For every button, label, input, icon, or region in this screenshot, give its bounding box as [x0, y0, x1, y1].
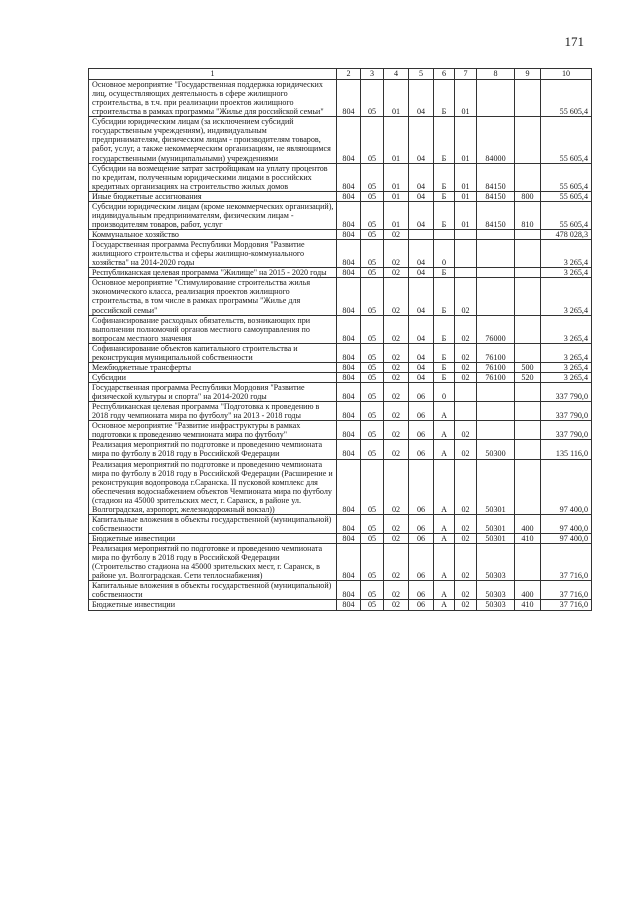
row-amount: 337 790,0: [541, 383, 592, 402]
table-row: [89, 315, 592, 343]
code-subsection: 02: [384, 372, 409, 382]
row-amount: 55 605,4: [541, 191, 592, 201]
code-event: [455, 383, 477, 402]
code-direction: 84150: [477, 163, 515, 191]
code-event: 02: [455, 581, 477, 600]
code-program: 06: [409, 421, 434, 440]
code-admin: 804: [337, 240, 361, 268]
code-expense-type: [515, 343, 541, 362]
code-subprogram: Б: [434, 362, 455, 372]
table-row: [89, 402, 592, 421]
row-description: Субсидии: [89, 372, 337, 382]
code-expense-type: [515, 459, 541, 514]
code-subsection: 02: [384, 230, 409, 240]
code-subsection: 02: [384, 600, 409, 610]
code-direction: 50303: [477, 581, 515, 600]
code-program: 04: [409, 268, 434, 278]
code-event: 01: [455, 80, 477, 117]
row-description: Субсидии юридическим лицам (кроме некоммерческих организаций), индивидуальным предпринимателям, физическим лицам - производителям товаров, работ, услуг: [89, 201, 337, 229]
code-program: 04: [409, 163, 434, 191]
code-admin: 804: [337, 581, 361, 600]
row-description: Основное мероприятие "Государственная поддержка юридических лиц, осуществляющих деятельность в сфере жилищного строительства, в т.ч. при реализации проектов жилищного строительства в рамках программы "Жилье для российской семьи": [89, 80, 337, 117]
code-event: [455, 268, 477, 278]
code-subsection: 02: [384, 240, 409, 268]
code-subprogram: Б: [434, 343, 455, 362]
table-row: [89, 581, 592, 600]
row-description: Реализация мероприятий по подготовке и проведению чемпионата мира по футболу в 2018 году в Российской Федерации: [89, 440, 337, 459]
code-direction: [477, 383, 515, 402]
code-expense-type: [515, 80, 541, 117]
table-row: [89, 201, 592, 229]
code-event: 02: [455, 372, 477, 382]
row-amount: 37 716,0: [541, 581, 592, 600]
code-program: 04: [409, 117, 434, 163]
row-amount: 3 265,4: [541, 268, 592, 278]
code-subsection: 02: [384, 383, 409, 402]
code-event: 02: [455, 514, 477, 533]
row-amount: 55 605,4: [541, 201, 592, 229]
code-program: 06: [409, 534, 434, 544]
page-number: 171: [564, 34, 584, 49]
code-subprogram: А: [434, 459, 455, 514]
code-expense-type: 520: [515, 372, 541, 382]
code-subprogram: Б: [434, 315, 455, 343]
row-description: Реализация мероприятий по подготовке и проведению чемпионата мира по футболу в 2018 году в Российской Федерации (Строительство стадиона на 45000 зрительских мест, г. Саранск, в районе ул. Волгоградская. Сети теплоснабжения): [89, 544, 337, 581]
code-expense-type: [515, 315, 541, 343]
code-expense-type: [515, 230, 541, 240]
row-description: Реализация мероприятий по подготовке и проведению чемпионата мира по футболу в 2018 году в Российской Федерации (Расширение и реконструкция водопровода г.Саранска. II пусковой комплекс для обеспечения водоснабжением объектов Чемпионата мира по футболу (стадион на 45000 зрительских мест, г. Саранск, в районе ул. Волгоградская, аэропорт, железнодорожный вокзал)): [89, 459, 337, 514]
row-amount: 3 265,4: [541, 372, 592, 382]
table-header-row: [89, 69, 592, 80]
code-event: [455, 402, 477, 421]
code-section: 05: [361, 514, 384, 533]
code-program: [409, 230, 434, 240]
row-amount: 3 265,4: [541, 240, 592, 268]
code-admin: 804: [337, 402, 361, 421]
row-description: Основное мероприятие "Стимулирование строительства жилья экономического класса, реализация проектов жилищного строительства, в том числе в рамках программы "Жилье для российской семьи": [89, 278, 337, 315]
code-event: 02: [455, 315, 477, 343]
code-expense-type: 410: [515, 534, 541, 544]
row-amount: 97 400,0: [541, 534, 592, 544]
code-event: 02: [455, 278, 477, 315]
code-subprogram: [434, 230, 455, 240]
code-expense-type: [515, 440, 541, 459]
row-amount: 478 028,3: [541, 230, 592, 240]
row-amount: 55 605,4: [541, 163, 592, 191]
row-description: Государственная программа Республики Мордовия "Развитие жилищного строительства и сферы жилищно-коммунального хозяйства" на 2014-2020 годы: [89, 240, 337, 268]
code-event: 02: [455, 544, 477, 581]
code-admin: 804: [337, 459, 361, 514]
code-section: 05: [361, 240, 384, 268]
code-admin: 804: [337, 230, 361, 240]
code-event: 01: [455, 163, 477, 191]
code-section: 05: [361, 315, 384, 343]
code-program: 06: [409, 402, 434, 421]
row-amount: 97 400,0: [541, 459, 592, 514]
row-description: Капитальные вложения в объекты государственной (муниципальной) собственности: [89, 514, 337, 533]
code-admin: 804: [337, 372, 361, 382]
code-subprogram: Б: [434, 201, 455, 229]
code-subprogram: А: [434, 402, 455, 421]
code-admin: 804: [337, 80, 361, 117]
table-row: [89, 383, 592, 402]
code-program: 06: [409, 600, 434, 610]
code-program: 06: [409, 440, 434, 459]
code-admin: 804: [337, 383, 361, 402]
code-subprogram: Б: [434, 80, 455, 117]
code-section: 05: [361, 278, 384, 315]
code-section: 05: [361, 372, 384, 382]
table-body: [89, 69, 592, 611]
code-program: 04: [409, 278, 434, 315]
code-direction: 50303: [477, 600, 515, 610]
table-row: [89, 240, 592, 268]
code-program: 04: [409, 240, 434, 268]
code-subsection: 02: [384, 315, 409, 343]
code-section: 05: [361, 440, 384, 459]
code-subsection: 02: [384, 534, 409, 544]
code-program: 04: [409, 343, 434, 362]
code-subprogram: А: [434, 514, 455, 533]
row-amount: 135 116,0: [541, 440, 592, 459]
row-description: Субсидии юридическим лицам (за исключением субсидий государственным учреждениям), индивидуальным предпринимателям, физическим лицам - производителям товаров, работ, услуг, а также некоммерческим организациям, не являющимся государственными (муниципальными) учреждениями: [89, 117, 337, 163]
code-subprogram: 0: [434, 383, 455, 402]
code-subsection: 02: [384, 440, 409, 459]
row-description: Софинансирование объектов капитального строительства и реконструкция муниципальной собственности: [89, 343, 337, 362]
row-description: Основное мероприятие "Развитие инфраструктуры в рамках подготовки к проведению чемпионата мира по футболу": [89, 421, 337, 440]
code-subprogram: А: [434, 581, 455, 600]
code-event: 02: [455, 459, 477, 514]
code-subsection: 02: [384, 268, 409, 278]
row-amount: 3 265,4: [541, 343, 592, 362]
code-program: 06: [409, 383, 434, 402]
code-subsection: 02: [384, 581, 409, 600]
code-program: 06: [409, 459, 434, 514]
code-section: 05: [361, 163, 384, 191]
code-direction: [477, 278, 515, 315]
code-direction: 76100: [477, 362, 515, 372]
code-expense-type: [515, 383, 541, 402]
code-direction: [477, 402, 515, 421]
code-admin: 804: [337, 268, 361, 278]
code-direction: [477, 240, 515, 268]
code-subprogram: А: [434, 440, 455, 459]
row-description: Государственная программа Республики Мордовия "Развитие физической культуры и спорта" на 2014-2020 годы: [89, 383, 337, 402]
header-cell: 2: [337, 69, 361, 80]
code-admin: 804: [337, 600, 361, 610]
row-amount: 3 265,4: [541, 278, 592, 315]
row-description: Субсидии на возмещение затрат застройщикам на уплату процентов по кредитам, полученным юридическими лицами в российских кредитных организациях на строительство жилых домов: [89, 163, 337, 191]
table-row: [89, 544, 592, 581]
table-row: [89, 362, 592, 372]
row-description: Межбюджетные трансферты: [89, 362, 337, 372]
row-description: Бюджетные инвестиции: [89, 534, 337, 544]
code-expense-type: 810: [515, 201, 541, 229]
row-amount: 55 605,4: [541, 117, 592, 163]
code-expense-type: [515, 163, 541, 191]
code-subprogram: Б: [434, 278, 455, 315]
code-program: 06: [409, 581, 434, 600]
code-subsection: 01: [384, 80, 409, 117]
row-amount: 337 790,0: [541, 421, 592, 440]
code-subsection: 02: [384, 278, 409, 315]
code-section: 05: [361, 268, 384, 278]
header-cell: 8: [477, 69, 515, 80]
code-event: 02: [455, 421, 477, 440]
code-subprogram: Б: [434, 268, 455, 278]
code-subprogram: А: [434, 544, 455, 581]
code-direction: [477, 80, 515, 117]
code-subprogram: А: [434, 600, 455, 610]
header-cell: 1: [89, 69, 337, 80]
code-event: 02: [455, 534, 477, 544]
row-description: Софинансирование расходных обязательств, возникающих при выполнении полномочий органов местного самоуправления по вопросам местного значения: [89, 315, 337, 343]
code-direction: 84150: [477, 201, 515, 229]
code-section: 05: [361, 421, 384, 440]
row-amount: 97 400,0: [541, 514, 592, 533]
code-section: 05: [361, 117, 384, 163]
code-section: 05: [361, 581, 384, 600]
code-subsection: 02: [384, 421, 409, 440]
row-description: Республиканская целевая программа "Подготовка к проведению в 2018 году чемпионата мира по футболу" на 2013 - 2018 годы: [89, 402, 337, 421]
code-program: 04: [409, 201, 434, 229]
code-subsection: 01: [384, 191, 409, 201]
code-subprogram: А: [434, 534, 455, 544]
code-expense-type: 800: [515, 191, 541, 201]
code-admin: 804: [337, 163, 361, 191]
code-event: 01: [455, 201, 477, 229]
code-subprogram: 0: [434, 240, 455, 268]
code-expense-type: [515, 268, 541, 278]
code-admin: 804: [337, 534, 361, 544]
code-expense-type: [515, 402, 541, 421]
table-row: [89, 163, 592, 191]
code-direction: 50301: [477, 514, 515, 533]
code-subsection: 02: [384, 459, 409, 514]
row-amount: 55 605,4: [541, 80, 592, 117]
code-section: 05: [361, 191, 384, 201]
code-subsection: 01: [384, 201, 409, 229]
code-event: 02: [455, 343, 477, 362]
code-event: 02: [455, 362, 477, 372]
code-expense-type: [515, 544, 541, 581]
code-subsection: 01: [384, 117, 409, 163]
code-section: 05: [361, 230, 384, 240]
code-admin: 804: [337, 514, 361, 533]
table-row: [89, 534, 592, 544]
table-row: [89, 268, 592, 278]
row-amount: 37 716,0: [541, 544, 592, 581]
code-direction: 76100: [477, 343, 515, 362]
code-subsection: 02: [384, 362, 409, 372]
code-direction: 50303: [477, 544, 515, 581]
code-subprogram: Б: [434, 163, 455, 191]
code-expense-type: 400: [515, 581, 541, 600]
row-description: Республиканская целевая программа "Жилище" на 2015 - 2020 годы: [89, 268, 337, 278]
row-amount: 337 790,0: [541, 402, 592, 421]
code-section: 05: [361, 343, 384, 362]
header-cell: 4: [384, 69, 409, 80]
code-direction: 84150: [477, 191, 515, 201]
code-event: 02: [455, 440, 477, 459]
code-section: 05: [361, 383, 384, 402]
code-subsection: 02: [384, 343, 409, 362]
header-cell: 10: [541, 69, 592, 80]
table-row: [89, 117, 592, 163]
code-direction: [477, 230, 515, 240]
row-amount: 3 265,4: [541, 315, 592, 343]
code-event: 02: [455, 600, 477, 610]
code-direction: 84000: [477, 117, 515, 163]
code-section: 05: [361, 80, 384, 117]
code-subsection: 01: [384, 163, 409, 191]
code-direction: [477, 421, 515, 440]
code-admin: 804: [337, 201, 361, 229]
code-admin: 804: [337, 315, 361, 343]
code-admin: 804: [337, 362, 361, 372]
table-row: [89, 421, 592, 440]
table-row: [89, 440, 592, 459]
code-expense-type: 500: [515, 362, 541, 372]
header-cell: 9: [515, 69, 541, 80]
code-direction: [477, 268, 515, 278]
code-program: 06: [409, 514, 434, 533]
code-subprogram: Б: [434, 117, 455, 163]
row-description: Коммунальное хозяйство: [89, 230, 337, 240]
table-row: [89, 230, 592, 240]
code-direction: 76100: [477, 372, 515, 382]
code-program: 06: [409, 544, 434, 581]
code-subsection: 02: [384, 544, 409, 581]
code-subprogram: А: [434, 421, 455, 440]
code-event: [455, 240, 477, 268]
table-row: [89, 343, 592, 362]
table-row: [89, 278, 592, 315]
row-description: Иные бюджетные ассигнования: [89, 191, 337, 201]
code-direction: 76000: [477, 315, 515, 343]
code-admin: 804: [337, 343, 361, 362]
code-expense-type: [515, 421, 541, 440]
code-event: 01: [455, 191, 477, 201]
header-cell: 6: [434, 69, 455, 80]
code-section: 05: [361, 402, 384, 421]
code-subprogram: Б: [434, 372, 455, 382]
code-expense-type: [515, 117, 541, 163]
code-direction: 50301: [477, 534, 515, 544]
header-cell: 3: [361, 69, 384, 80]
code-section: 05: [361, 544, 384, 581]
code-direction: 50300: [477, 440, 515, 459]
code-subprogram: Б: [434, 191, 455, 201]
code-section: 05: [361, 362, 384, 372]
code-admin: 804: [337, 117, 361, 163]
code-expense-type: [515, 240, 541, 268]
code-direction: 50301: [477, 459, 515, 514]
code-expense-type: 400: [515, 514, 541, 533]
code-subsection: 02: [384, 514, 409, 533]
header-cell: 7: [455, 69, 477, 80]
code-admin: 804: [337, 544, 361, 581]
code-program: 04: [409, 362, 434, 372]
table-row: [89, 514, 592, 533]
budget-table: [88, 68, 592, 611]
code-program: 04: [409, 191, 434, 201]
table-row: [89, 80, 592, 117]
table-row: [89, 600, 592, 610]
row-description: Капитальные вложения в объекты государственной (муниципальной) собственности: [89, 581, 337, 600]
table-row: [89, 372, 592, 382]
code-admin: 804: [337, 421, 361, 440]
table-row: [89, 459, 592, 514]
code-admin: 804: [337, 440, 361, 459]
code-program: 04: [409, 80, 434, 117]
code-admin: 804: [337, 191, 361, 201]
code-subsection: 02: [384, 402, 409, 421]
table-row: [89, 191, 592, 201]
code-program: 04: [409, 372, 434, 382]
code-section: 05: [361, 600, 384, 610]
header-cell: 5: [409, 69, 434, 80]
code-section: 05: [361, 534, 384, 544]
row-amount: 3 265,4: [541, 362, 592, 372]
row-amount: 37 716,0: [541, 600, 592, 610]
code-expense-type: 410: [515, 600, 541, 610]
code-event: 01: [455, 117, 477, 163]
code-event: [455, 230, 477, 240]
row-description: Бюджетные инвестиции: [89, 600, 337, 610]
code-section: 05: [361, 459, 384, 514]
code-section: 05: [361, 201, 384, 229]
code-program: 04: [409, 315, 434, 343]
code-admin: 804: [337, 278, 361, 315]
code-expense-type: [515, 278, 541, 315]
